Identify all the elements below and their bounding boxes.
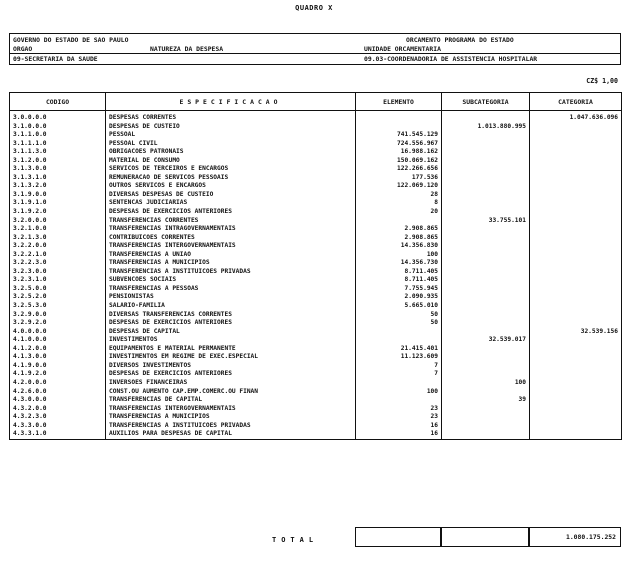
table-row bbox=[10, 293, 622, 302]
organ-label: ORGAO bbox=[13, 45, 33, 53]
subcategory-cell: 33.755.101 bbox=[442, 217, 530, 226]
table-row bbox=[10, 251, 622, 260]
element-cell: 2.090.935 bbox=[356, 293, 442, 302]
code-cell: 3.1.9.2.0 bbox=[10, 208, 106, 217]
element-cell: 20 bbox=[356, 208, 442, 217]
code-cell: 3.1.1.3.0 bbox=[10, 148, 106, 157]
category-cell bbox=[530, 388, 622, 397]
subcategory-cell bbox=[442, 191, 530, 200]
specification-cell: DIVERSOS INVESTIMENTOS bbox=[106, 362, 356, 371]
table-row bbox=[10, 362, 622, 371]
element-cell: 150.069.162 bbox=[356, 157, 442, 166]
category-cell bbox=[530, 191, 622, 200]
code-cell: 4.1.9.2.0 bbox=[10, 370, 106, 379]
specification-cell: TRANSFERENCIAS DE CAPITAL bbox=[106, 396, 356, 405]
subcategory-cell bbox=[442, 157, 530, 166]
specification-cell: CONST.OU AUMENTO CAP.EMP.COMERC.OU FINAN bbox=[106, 388, 356, 397]
element-cell: 8 bbox=[356, 199, 442, 208]
element-cell: 741.545.129 bbox=[356, 131, 442, 140]
element-cell: 7 bbox=[356, 362, 442, 371]
code-cell: 4.1.9.0.0 bbox=[10, 362, 106, 371]
category-cell bbox=[530, 276, 622, 285]
table-row bbox=[10, 225, 622, 234]
element-cell: 28 bbox=[356, 191, 442, 200]
element-cell: 100 bbox=[356, 251, 442, 260]
code-cell: 3.1.1.1.0 bbox=[10, 140, 106, 149]
subcategory-cell bbox=[442, 268, 530, 277]
subcategory-cell bbox=[442, 242, 530, 251]
subcategory-cell bbox=[442, 388, 530, 397]
code-cell: 3.1.2.0.0 bbox=[10, 157, 106, 166]
table-row bbox=[10, 328, 622, 337]
specification-cell: EQUIPAMENTOS E MATERIAL PERMANENTE bbox=[106, 345, 356, 354]
category-cell bbox=[530, 242, 622, 251]
subcategory-cell bbox=[442, 174, 530, 183]
element-cell: 2.908.865 bbox=[356, 234, 442, 243]
table-row bbox=[10, 396, 622, 405]
specification-cell: DESPESAS DE CUSTEIO bbox=[106, 123, 356, 132]
government-label: GOVERNO DO ESTADO DE SAO PAULO bbox=[13, 36, 129, 44]
table-row bbox=[10, 353, 622, 362]
table-row bbox=[10, 268, 622, 277]
category-cell bbox=[530, 379, 622, 388]
currency-unit: CZ$ 1,00 bbox=[586, 77, 618, 85]
element-cell: 5.665.010 bbox=[356, 302, 442, 311]
table-row bbox=[10, 148, 622, 157]
table-row bbox=[10, 114, 622, 123]
subcategory-cell bbox=[442, 405, 530, 414]
col-header-code: CODIGO bbox=[10, 93, 106, 111]
category-cell bbox=[530, 174, 622, 183]
category-cell bbox=[530, 123, 622, 132]
code-cell: 3.2.1.0.0 bbox=[10, 225, 106, 234]
category-cell bbox=[530, 293, 622, 302]
category-cell bbox=[530, 182, 622, 191]
element-cell: 724.556.967 bbox=[356, 140, 442, 149]
specification-cell: PENSIONISTAS bbox=[106, 293, 356, 302]
code-cell: 3.1.3.0.0 bbox=[10, 165, 106, 174]
category-cell bbox=[530, 336, 622, 345]
table-row bbox=[10, 285, 622, 294]
table-row bbox=[10, 336, 622, 345]
subcategory-cell bbox=[442, 430, 530, 439]
code-cell: 4.1.2.0.0 bbox=[10, 345, 106, 354]
subcategory-cell bbox=[442, 182, 530, 191]
code-cell: 3.2.9.2.0 bbox=[10, 319, 106, 328]
table-row bbox=[10, 276, 622, 285]
subcategory-cell: 39 bbox=[442, 396, 530, 405]
specification-cell: TRANSFERENCIAS INTRAGOVERNAMENTAIS bbox=[106, 225, 356, 234]
category-cell bbox=[530, 345, 622, 354]
element-cell: 177.536 bbox=[356, 174, 442, 183]
subcategory-cell bbox=[442, 259, 530, 268]
specification-cell: TRANSFERENCIAS INTERGOVERNAMENTAIS bbox=[106, 405, 356, 414]
subcategory-cell bbox=[442, 311, 530, 320]
element-cell: 7.755.945 bbox=[356, 285, 442, 294]
element-cell: 11.123.609 bbox=[356, 353, 442, 362]
category-cell bbox=[530, 199, 622, 208]
table-row bbox=[10, 413, 622, 422]
code-cell: 3.1.9.0.0 bbox=[10, 191, 106, 200]
col-header-element: ELEMENTO bbox=[356, 93, 442, 111]
element-cell bbox=[356, 336, 442, 345]
element-cell: 7 bbox=[356, 370, 442, 379]
specification-cell: DESPESAS DE CAPITAL bbox=[106, 328, 356, 337]
subcategory-cell bbox=[442, 276, 530, 285]
category-cell bbox=[530, 217, 622, 226]
category-cell bbox=[530, 353, 622, 362]
element-cell: 23 bbox=[356, 405, 442, 414]
subcategory-cell bbox=[442, 422, 530, 431]
subcategory-cell bbox=[442, 362, 530, 371]
specification-cell: DESPESAS DE EXERCICIOS ANTERIORES bbox=[106, 319, 356, 328]
table-row bbox=[10, 131, 622, 140]
code-cell: 3.2.2.0.0 bbox=[10, 242, 106, 251]
specification-cell: AUXILIOS PARA DESPESAS DE CAPITAL bbox=[106, 430, 356, 439]
element-cell bbox=[356, 379, 442, 388]
subcategory-cell bbox=[442, 208, 530, 217]
specification-cell: SUBVENCOES SOCIAIS bbox=[106, 276, 356, 285]
category-cell bbox=[530, 165, 622, 174]
col-header-specification: ESPECIFICACAO bbox=[106, 93, 356, 111]
subcategory-cell bbox=[442, 225, 530, 234]
table-row bbox=[10, 217, 622, 226]
specification-cell: TRANSFERENCIAS A PESSOAS bbox=[106, 285, 356, 294]
specification-cell: TRANSFERENCIAS INTERGOVERNAMENTAIS bbox=[106, 242, 356, 251]
specification-cell: PESSOAL CIVIL bbox=[106, 140, 356, 149]
element-cell bbox=[356, 396, 442, 405]
category-cell bbox=[530, 370, 622, 379]
category-cell bbox=[530, 208, 622, 217]
code-cell: 4.3.2.3.0 bbox=[10, 413, 106, 422]
element-cell: 122.266.656 bbox=[356, 165, 442, 174]
category-cell bbox=[530, 285, 622, 294]
subcategory-cell: 32.539.017 bbox=[442, 336, 530, 345]
specification-cell: TRANSFERENCIAS A INSTITUICOES PRIVADAS bbox=[106, 268, 356, 277]
table-row bbox=[10, 157, 622, 166]
specification-cell: DESPESAS DE EXERCICIOS ANTERIORES bbox=[106, 370, 356, 379]
subcategory-cell bbox=[442, 370, 530, 379]
code-cell: 3.1.3.1.0 bbox=[10, 174, 106, 183]
budget-program-label: ORCAMENTO PROGRAMA DO ESTADO bbox=[406, 36, 514, 44]
specification-cell: REMUNERACAO DE SERVICOS PESSOAIS bbox=[106, 174, 356, 183]
subcategory-cell bbox=[442, 345, 530, 354]
subcategory-cell bbox=[442, 293, 530, 302]
total-subcategory-box bbox=[441, 527, 529, 547]
subcategory-cell bbox=[442, 319, 530, 328]
table-row bbox=[10, 182, 622, 191]
code-cell: 3.0.0.0.0 bbox=[10, 114, 106, 123]
code-cell: 4.2.6.0.0 bbox=[10, 388, 106, 397]
subcategory-cell bbox=[442, 199, 530, 208]
subcategory-cell bbox=[442, 165, 530, 174]
table-row bbox=[10, 259, 622, 268]
element-cell: 23 bbox=[356, 413, 442, 422]
element-cell: 14.356.830 bbox=[356, 242, 442, 251]
specification-cell: CONTRIBUICOES CORRENTES bbox=[106, 234, 356, 243]
table-row bbox=[10, 302, 622, 311]
category-cell bbox=[530, 422, 622, 431]
code-cell: 4.3.3.1.0 bbox=[10, 430, 106, 439]
table-row bbox=[10, 311, 622, 320]
element-cell bbox=[356, 217, 442, 226]
element-cell: 21.415.401 bbox=[356, 345, 442, 354]
category-cell bbox=[530, 225, 622, 234]
element-cell: 100 bbox=[356, 388, 442, 397]
element-cell: 8.711.405 bbox=[356, 268, 442, 277]
code-cell: 3.2.3.1.0 bbox=[10, 276, 106, 285]
specification-cell: TRANSFERENCIAS A INSTITUICOES PRIVADAS bbox=[106, 422, 356, 431]
category-cell bbox=[530, 405, 622, 414]
page-title: QUADRO X bbox=[295, 4, 333, 12]
total-element-box bbox=[355, 527, 441, 547]
element-cell: 16.988.162 bbox=[356, 148, 442, 157]
subcategory-cell bbox=[442, 353, 530, 362]
category-cell bbox=[530, 268, 622, 277]
subcategory-cell: 1.013.880.995 bbox=[442, 123, 530, 132]
code-cell: 4.0.0.0.0 bbox=[10, 328, 106, 337]
specification-cell: TRANSFERENCIAS A MUNICIPIOS bbox=[106, 259, 356, 268]
element-cell: 16 bbox=[356, 430, 442, 439]
code-cell: 3.2.1.3.0 bbox=[10, 234, 106, 243]
table-row bbox=[10, 123, 622, 132]
document-header bbox=[9, 33, 621, 65]
code-cell: 3.2.3.0.0 bbox=[10, 268, 106, 277]
subcategory-cell bbox=[442, 131, 530, 140]
code-cell: 3.1.1.0.0 bbox=[10, 131, 106, 140]
specification-cell: INVESTIMENTOS EM REGIME DE EXEC.ESPECIAL bbox=[106, 353, 356, 362]
code-cell: 4.1.0.0.0 bbox=[10, 336, 106, 345]
category-cell bbox=[530, 430, 622, 439]
specification-cell: SALARIO-FAMILIA bbox=[106, 302, 356, 311]
budget-unit-label: UNIDADE ORCAMENTARIA bbox=[364, 45, 441, 53]
element-cell bbox=[356, 123, 442, 132]
specification-cell: TRANSFERENCIAS CORRENTES bbox=[106, 217, 356, 226]
code-cell: 4.1.3.0.0 bbox=[10, 353, 106, 362]
budget-unit-value: 09.03-COORDENADORIA DE ASSISTENCIA HOSPITALAR bbox=[364, 55, 538, 63]
subcategory-cell bbox=[442, 148, 530, 157]
code-cell: 3.2.9.0.0 bbox=[10, 311, 106, 320]
code-cell: 3.1.0.0.0 bbox=[10, 123, 106, 132]
table-body bbox=[10, 111, 622, 440]
category-cell: 1.047.636.096 bbox=[530, 114, 622, 123]
code-cell: 3.2.5.0.0 bbox=[10, 285, 106, 294]
code-cell: 4.3.3.0.0 bbox=[10, 422, 106, 431]
subcategory-cell bbox=[442, 302, 530, 311]
code-cell: 3.1.3.2.0 bbox=[10, 182, 106, 191]
code-cell: 4.3.2.0.0 bbox=[10, 405, 106, 414]
element-cell bbox=[356, 114, 442, 123]
element-cell: 16 bbox=[356, 422, 442, 431]
col-header-subcategory: SUBCATEGORIA bbox=[442, 93, 530, 111]
subcategory-cell bbox=[442, 328, 530, 337]
specification-cell: PESSOAL bbox=[106, 131, 356, 140]
category-cell bbox=[530, 259, 622, 268]
subcategory-cell: 100 bbox=[442, 379, 530, 388]
subcategory-cell bbox=[442, 114, 530, 123]
category-cell bbox=[530, 362, 622, 371]
specification-cell: INVERSOES FINANCEIRAS bbox=[106, 379, 356, 388]
specification-cell: SENTENCAS JUDICIARIAS bbox=[106, 199, 356, 208]
table-row bbox=[10, 319, 622, 328]
element-cell: 50 bbox=[356, 311, 442, 320]
total-value: 1.080.175.252 bbox=[529, 527, 621, 547]
specification-cell: INVESTIMENTOS bbox=[106, 336, 356, 345]
subcategory-cell bbox=[442, 251, 530, 260]
table-row bbox=[10, 430, 622, 439]
code-cell: 3.2.2.1.0 bbox=[10, 251, 106, 260]
category-cell bbox=[530, 251, 622, 260]
code-cell: 3.2.5.3.0 bbox=[10, 302, 106, 311]
category-cell bbox=[530, 148, 622, 157]
header-divider bbox=[10, 53, 620, 54]
table-row bbox=[10, 370, 622, 379]
specification-cell: MATERIAL DE CONSUMO bbox=[106, 157, 356, 166]
subcategory-cell bbox=[442, 413, 530, 422]
table-row bbox=[10, 388, 622, 397]
table-row bbox=[10, 345, 622, 354]
specification-cell: DIVERSAS DESPESAS DE CUSTEIO bbox=[106, 191, 356, 200]
expense-nature-label: NATUREZA DA DESPESA bbox=[150, 45, 224, 53]
category-cell bbox=[530, 234, 622, 243]
specification-cell: OBRIGACOES PATRONAIS bbox=[106, 148, 356, 157]
table-row bbox=[10, 174, 622, 183]
category-cell bbox=[530, 302, 622, 311]
code-cell: 3.1.9.1.0 bbox=[10, 199, 106, 208]
element-cell: 50 bbox=[356, 319, 442, 328]
code-cell: 3.2.5.2.0 bbox=[10, 293, 106, 302]
specification-cell: TRANSFERENCIAS A MUNICIPIOS bbox=[106, 413, 356, 422]
table-row bbox=[10, 379, 622, 388]
subcategory-cell bbox=[442, 140, 530, 149]
code-cell: 3.2.2.3.0 bbox=[10, 259, 106, 268]
code-cell: 4.3.0.0.0 bbox=[10, 396, 106, 405]
subcategory-cell bbox=[442, 234, 530, 243]
subcategory-cell bbox=[442, 285, 530, 294]
category-cell bbox=[530, 396, 622, 405]
element-cell: 122.069.120 bbox=[356, 182, 442, 191]
category-cell: 32.539.156 bbox=[530, 328, 622, 337]
specification-cell: DIVERSAS TRANSFERENCIAS CORRENTES bbox=[106, 311, 356, 320]
code-cell: 4.2.0.0.0 bbox=[10, 379, 106, 388]
table-row bbox=[10, 140, 622, 149]
table-row bbox=[10, 208, 622, 217]
element-cell: 14.356.730 bbox=[356, 259, 442, 268]
category-cell bbox=[530, 131, 622, 140]
table-row bbox=[10, 165, 622, 174]
category-cell bbox=[530, 157, 622, 166]
category-cell bbox=[530, 319, 622, 328]
element-cell bbox=[356, 328, 442, 337]
element-cell: 2.908.865 bbox=[356, 225, 442, 234]
total-label: TOTAL bbox=[272, 536, 319, 544]
col-header-category: CATEGORIA bbox=[530, 93, 622, 111]
element-cell: 8.711.405 bbox=[356, 276, 442, 285]
table-row bbox=[10, 422, 622, 431]
table-row bbox=[10, 234, 622, 243]
category-cell bbox=[530, 413, 622, 422]
category-cell bbox=[530, 311, 622, 320]
code-cell: 3.2.0.0.0 bbox=[10, 217, 106, 226]
expense-table bbox=[9, 92, 622, 440]
organ-value: 09-SECRETARIA DA SAUDE bbox=[13, 55, 98, 63]
table-row bbox=[10, 242, 622, 251]
table-row bbox=[10, 191, 622, 200]
specification-cell: SERVICOS DE TERCEIROS E ENCARGOS bbox=[106, 165, 356, 174]
specification-cell: DESPESAS CORRENTES bbox=[106, 114, 356, 123]
specification-cell: DESPESAS DE EXERCICIOS ANTERIORES bbox=[106, 208, 356, 217]
specification-cell: OUTROS SERVICOS E ENCARGOS bbox=[106, 182, 356, 191]
category-cell bbox=[530, 140, 622, 149]
table-row bbox=[10, 199, 622, 208]
specification-cell: TRANSFERENCIAS A UNIAO bbox=[106, 251, 356, 260]
table-row bbox=[10, 405, 622, 414]
